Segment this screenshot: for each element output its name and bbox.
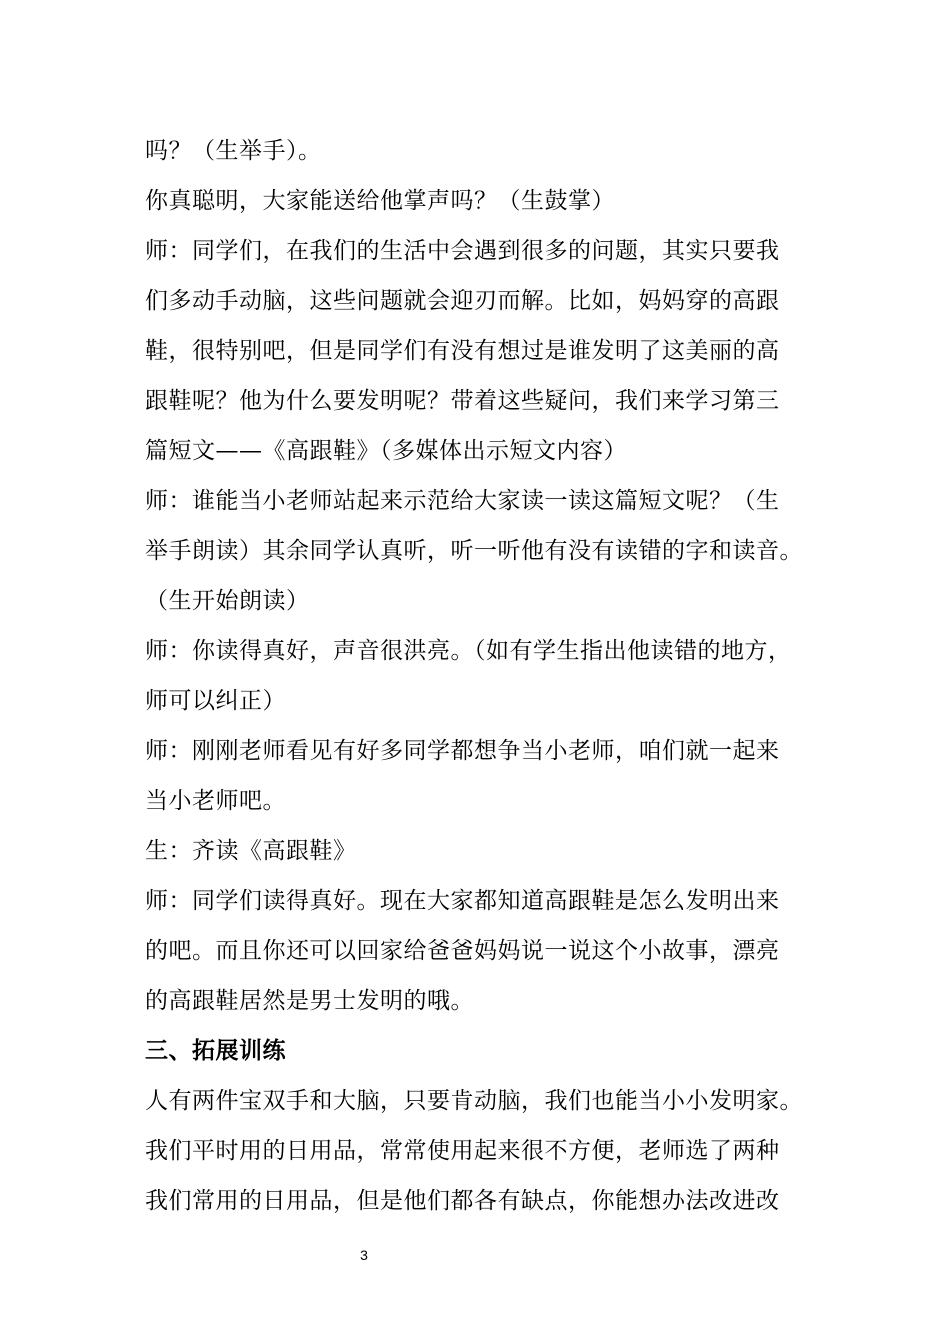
text-line: 师：同学们，在我们的生活中会遇到很多的问题，其实只要我	[145, 238, 780, 264]
text-line: 师可以纠正）	[145, 688, 286, 714]
text-line: 生：齐读《高跟鞋》	[145, 838, 357, 864]
text-line: 跟鞋呢？他为什么要发明呢？带着这些疑问，我们来学习第三	[145, 388, 780, 414]
text-line: 师：同学们读得真好。现在大家都知道高跟鞋是怎么发明出来	[145, 888, 780, 914]
text-line: 们多动手动脑，这些问题就会迎刃而解。比如，妈妈穿的高跟	[145, 288, 780, 314]
document-body	[145, 126, 825, 1226]
text-line: 我们常用的日用品，但是他们都各有缺点，你能想办法改进改	[145, 1188, 780, 1214]
text-line: 举手朗读）其余同学认真听，听一听他有没有读错的字和读音。	[145, 538, 803, 564]
text-line: 鞋，很特别吧，但是同学们有没有想过是谁发明了这美丽的高	[145, 338, 780, 364]
text-line: 你真聪明，大家能送给他掌声吗？（生鼓掌）	[145, 188, 615, 214]
text-line: 当小老师吧。	[145, 788, 286, 814]
text-line: （生开始朗读）	[145, 588, 310, 614]
text-line: 师：刚刚老师看见有好多同学都想争当小老师，咱们就一起来	[145, 738, 780, 764]
text-line: 师：你读得真好，声音很洪亮。（如有学生指出他读错的地方，	[145, 638, 792, 664]
text-line: 吗？（生举手）。	[145, 138, 322, 164]
text-line: 师：谁能当小老师站起来示范给大家读一读这篇短文呢？（生	[145, 488, 780, 514]
text-line: 我们平时用的日用品，常常使用起来很不方便，老师选了两种	[145, 1138, 780, 1164]
page-number: 3	[360, 1247, 368, 1263]
section-heading: 三、拓展训练	[145, 1038, 286, 1064]
text-line: 的吧。而且你还可以回家给爸爸妈妈说一说这个小故事，漂亮	[145, 938, 780, 964]
text-line: 篇短文——《高跟鞋》（多媒体出示短文内容）	[145, 438, 627, 464]
text-line: 的高跟鞋居然是男士发明的哦。	[145, 988, 474, 1014]
text-line: 人有两件宝双手和大脑，只要肯动脑，我们也能当小小发明家。	[145, 1088, 803, 1114]
